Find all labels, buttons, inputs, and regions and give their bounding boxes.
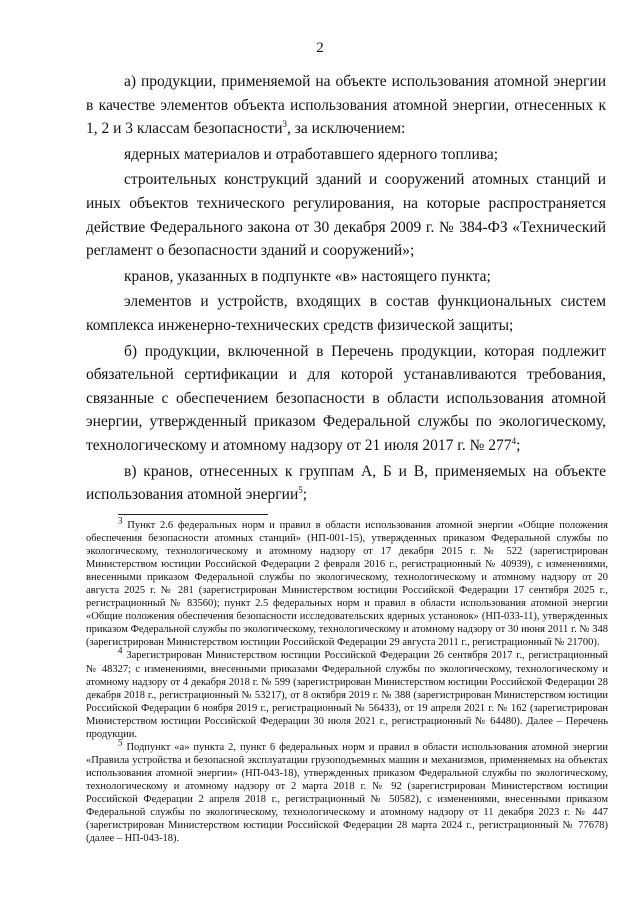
footnote-text: Пункт 2.6 федеральных норм и правил в области использования атомной энергии «Общие положения обеспечения безопасности атомных станций» (НП-001-15), утвержденных приказом Федеральной службы по экологическому, технологическому и атомному надзору от 17 декабря 2015 г. № 522 (зарегистрирован Министерством юстиции Российской Федерации 2 февраля 2016 г., регистрационный № 40939), с изменениями, внесенными приказом Федеральной службы по экологическому, технологическому и атомному надзору от 20 августа 2025 г. № 281 (зарегистрирован Министерством юстиции Российской Федерации 17 сентября 2025 г., регистрационный № 83560); пункт 2.5 федеральных норм и правил в области использования атомной энергии «Общие положения обеспечения безопасности исследовательских ядерных установок» (НП-033-11), утвержденных приказом Федеральной службы по экологическому, технологическому и атомному надзору от 30 июня 2011 г. № 348 (зарегистрирован Министерством юстиции Российской Федерации 29 августа 2011 г., регистрационный № 21700). [86, 520, 608, 649]
footnote-separator [118, 514, 268, 515]
paragraph-v [86, 460, 606, 507]
paragraph-text: ядерных материалов и отработавшего ядерного топлива; [124, 145, 499, 163]
paragraph-tail: ; [516, 436, 521, 454]
footnote-4 [86, 645, 609, 740]
paragraph-tail: ; [302, 486, 308, 504]
main-text [86, 70, 606, 509]
footnote-text: Подпункт «а» пункта 2, пункт 6 федеральных норм и правил в области использования атомной энергии «Правила устройства и безопасной эксплуатации грузоподъемных машин и механизмов, применяемых на объектах использования атомной энергии» (НП-043-18), утвержденных приказом Федеральной службы по экологическому, технологическому и атомному надзору от 2 марта 2018 г. № 92 (зарегистрирован Министерством юстиции Российской Федерации 2 апреля 2018 г., регистрационный № 50582), с изменениями, внесенными приказом Федеральной службы по экологическому, технологическому и атомному надзору от 11 декабря 2023 г. № 447 (зарегистрирован Министерством юстиции Российской Федерации 28 марта 2024 г., регистрационный № 77678) (далее – НП-043-18). [86, 741, 608, 845]
footnote-mark: 5 [118, 737, 123, 748]
footnote-3 [86, 515, 608, 649]
footnote-mark: 3 [118, 515, 123, 526]
paragraph-text: б) продукции, включенной в Перечень продукции, которая подлежит обязательной сертификации и для которой устанавливаются требования, связанные с обеспечением безопасности в области использования атомной энергии, утвержденный приказом Федеральной службы по экологическому, технологическому и атомному надзору от 21 июля 2017 г. № 277 [86, 342, 606, 454]
footnote-ref: 4 [511, 435, 517, 446]
paragraph-text: кранов, указанных в подпункте «в» настоящего пункта; [124, 267, 491, 285]
paragraph-tail: , за исключением: [287, 120, 406, 138]
paragraph-a [86, 70, 606, 141]
page-number: 2 [316, 40, 324, 56]
footnote-mark: 4 [118, 645, 123, 656]
paragraph-text: в) кранов, отнесенных к группам А, Б и В, применяемых на объекте использования атомной энергии [86, 462, 606, 504]
paragraph-text: элементов и устройств, входящих в состав функциональных систем комплекса инженерно-технических средств физической защиты; [86, 293, 606, 334]
footnotes [86, 515, 609, 845]
footnote-ref: 3 [282, 119, 288, 130]
paragraph-exception-4 [86, 290, 606, 337]
footnote-5 [86, 737, 608, 845]
paragraph-b [86, 340, 606, 458]
paragraph-exception-2 [86, 168, 606, 262]
paragraph-text: строительных конструкций зданий и сооружений атомных станций и иных объектов технического регулирования, на которые распространяется действие Федерального закона от 30 декабря 2009 г. № 384-ФЗ «Технический регламент о безопасности зданий и сооружений»; [86, 171, 606, 260]
footnote-ref: 5 [298, 484, 303, 495]
paragraph-text: а) продукции, применяемой на объекте использования атомной энергии в качестве элементов объекта использования атомной энергии, отнесенных к 1, 2 и 3 классам безопасности [86, 73, 606, 138]
paragraph-exception-1 [86, 143, 606, 167]
footnote-text: Зарегистрирован Министерством юстиции Российской Федерации 26 сентября 2017 г., регистрационный № 48327; с изменениями, внесенными приказами Федеральной службы по экологическому, технологическому и атомному надзору от 4 декабря 2018 г. № 599 (зарегистрирован Министерством юстиции Российской Федерации 28 декабря 2018 г., регистрационный № 53217), от 8 октября 2019 г. № 388 (зарегистрирован Министерством юстиции Российской Федерации 6 ноября 2019 г., регистрационный № 56433), от 19 апреля 2021 г. № 162 (зарегистрирован Министерством юстиции Российской Федерации 30 июля 2021 г., регистрационный № 64480). Далее – Перечень продукции. [86, 650, 609, 740]
paragraph-exception-3 [86, 265, 606, 289]
